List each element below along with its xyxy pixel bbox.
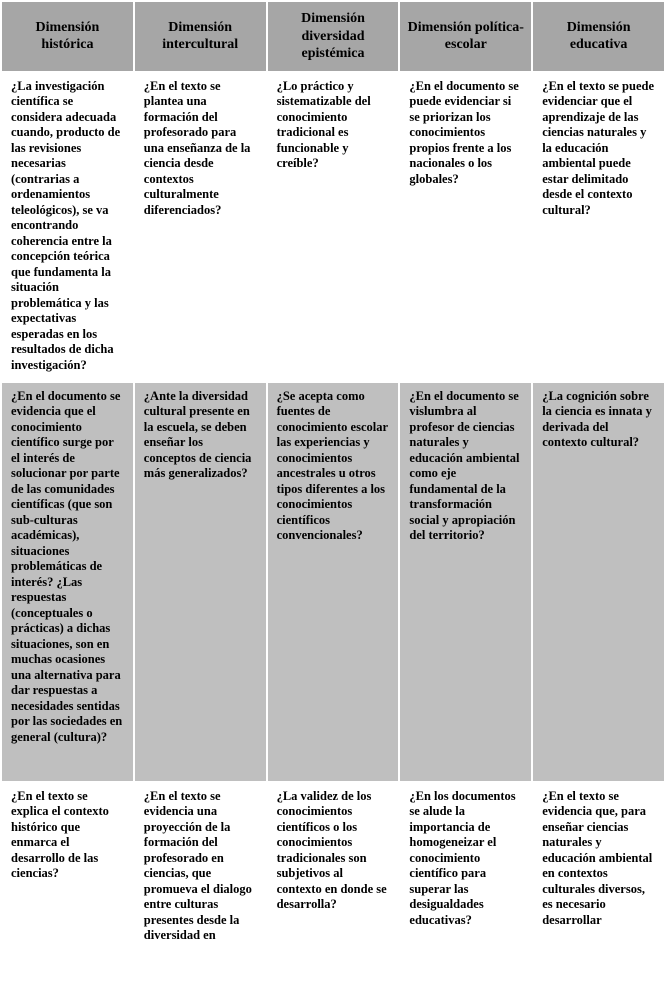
table-cell: ¿En el documento se vislumbra al profesor de ciencias naturales y educación ambiental como eje fundamental de la transformación social y apropiación del territorio? (400, 383, 531, 781)
column-header-intercultural: Dimensión intercultural (135, 2, 266, 71)
table-cell: ¿En el texto se evidencia una proyección de la formación del profesorado en ciencias, que promueva el dialogo entre culturas presentes desde la diversidad en (135, 783, 266, 995)
table-row (2, 383, 664, 781)
table-row (2, 73, 664, 381)
table-cell: ¿En los documentos se alude la importancia de homogeneizar el conocimiento científico para superar las desigualdades educativas? (400, 783, 531, 995)
column-header-educativa: Dimensión educativa (533, 2, 664, 71)
table-cell: ¿En el texto se puede evidenciar que el aprendizaje de las ciencias naturales y la educación ambiental puede estar delimitado desde el contexto cultural? (533, 73, 664, 381)
table-cell: ¿Se acepta como fuentes de conocimiento escolar las experiencias y conocimientos ancestrales u otros tipos diferentes a los conocimientos científicos convencionales? (268, 383, 399, 781)
column-header-historica: Dimensión histórica (2, 2, 133, 71)
table-cell: ¿Lo práctico y sistematizable del conocimiento tradicional es funcionable y creíble? (268, 73, 399, 381)
table-cell: ¿En el documento se evidencia que el conocimiento científico surge por el interés de solucionar por parte de las comunidades científicas (que son sub-culturas académicas), situaciones problemáticas de interés? ¿Las respuestas (conceptuales o prácticas) a dichas situaciones, son en muchas ocasiones una alternativa para dar respuestas a necesidades sentidas por las sociedades en general (cultura)? (2, 383, 133, 781)
table-row (2, 783, 664, 995)
table-cell: ¿Ante la diversidad cultural presente en la escuela, se deben enseñar los conceptos de ciencia más generalizados? (135, 383, 266, 781)
table-cell: ¿La cognición sobre la ciencia es innata y derivada del contexto cultural? (533, 383, 664, 781)
table-cell: ¿En el documento se puede evidenciar si se priorizan los conocimientos propios frente a los nacionales o los globales? (400, 73, 531, 381)
header-row (2, 2, 664, 71)
table-cell: ¿En el texto se explica el contexto histórico que enmarca el desarrollo de las ciencias? (2, 783, 133, 995)
column-header-diversidad-epistemica: Dimensión diversidad epistémica (268, 2, 399, 71)
table-cell: ¿La validez de los conocimientos científicos o los conocimientos tradicionales son subjetivos al contexto en donde se desarrolla? (268, 783, 399, 995)
table-cell: ¿La investigación científica se considera adecuada cuando, producto de las revisiones necesarias (contrarias a ordenamientos teleológicos), se va encontrando coherencia entre la concepción teórica que fundamenta la situación problemática y las expectativas esperadas en los resultados de dicha investigación? (2, 73, 133, 381)
table-cell: ¿En el texto se plantea una formación del profesorado para una enseñanza de la ciencia desde contextos culturalmente diferenciados? (135, 73, 266, 381)
table-cell: ¿En el texto se evidencia que, para enseñar ciencias naturales y educación ambiental en contextos culturales diversos, es necesario desarrollar (533, 783, 664, 995)
column-header-politica-escolar: Dimensión política-escolar (400, 2, 531, 71)
